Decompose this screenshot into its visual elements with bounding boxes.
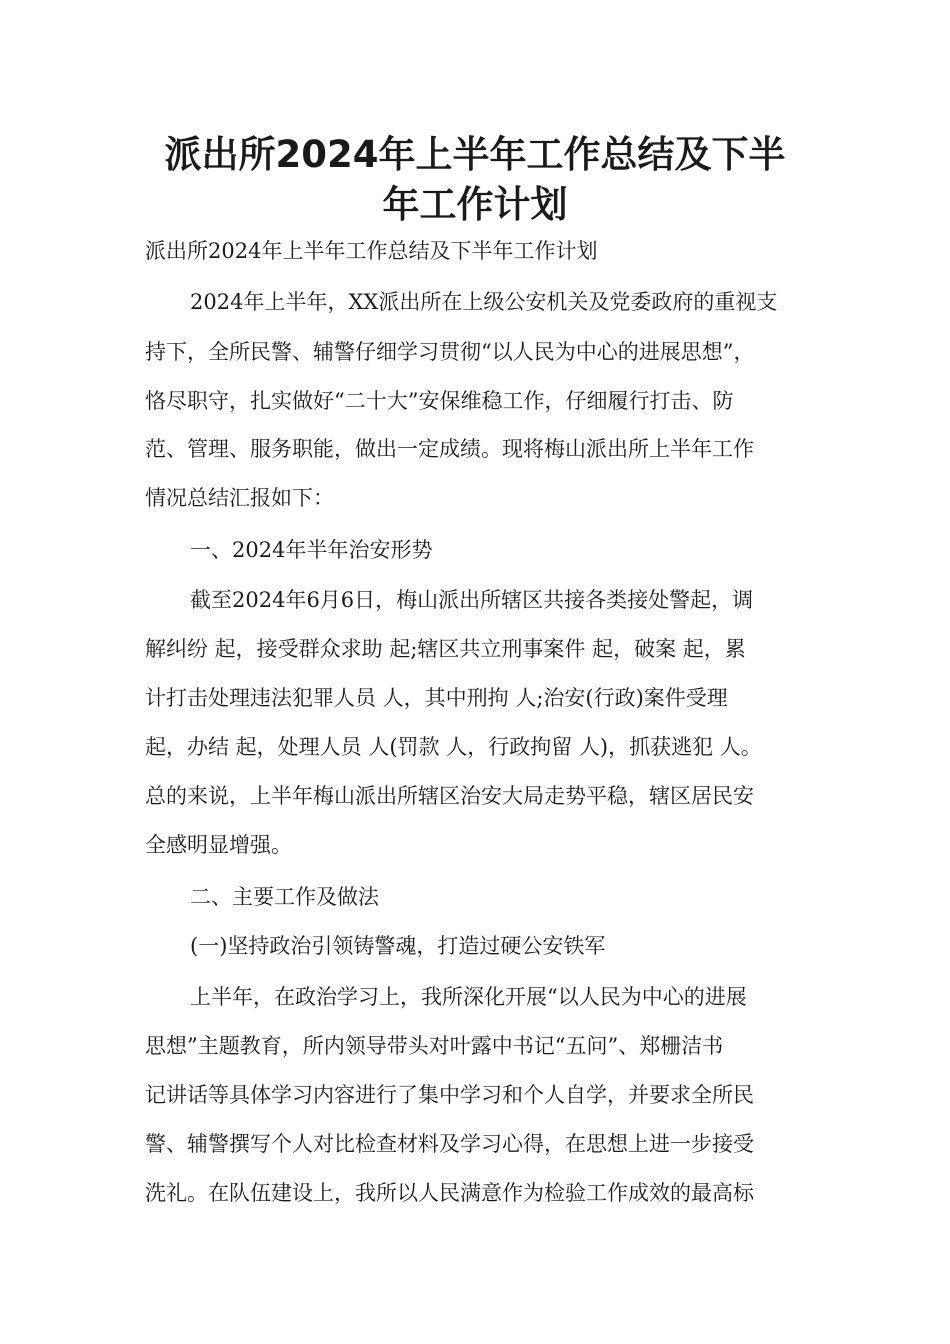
paragraph-line: 全感明显增强。 xyxy=(145,833,292,857)
document-subtitle: 派出所2024年上半年工作总结及下半年工作计划 xyxy=(145,239,598,263)
section-heading: 二、主要工作及做法 xyxy=(190,885,379,909)
section-heading: 一、2024年半年治安形势 xyxy=(190,538,433,562)
paragraph-line: 总的来说，上半年梅山派出所辖区治安大局走势平稳，辖区居民安 xyxy=(145,784,754,808)
document-title-line-2: 年工作计划 xyxy=(382,183,568,226)
paragraph-line: 警、辅警撰写个人对比检查材料及学习心得，在思想上进一步接受 xyxy=(145,1132,754,1156)
paragraph-line: 范、管理、服务职能，做出一定成绩。现将梅山派出所上半年工作 xyxy=(145,437,754,461)
paragraph-line: 起，办结 起，处理人员 人(罚款 人，行政拘留 人)，抓获逃犯 人。 xyxy=(145,735,762,759)
subsection-heading: (一)坚持政治引领铸警魂，打造过硬公安铁军 xyxy=(190,934,606,958)
paragraph-line: 解纠纷 起，接受群众求助 起;辖区共立刑事案件 起，破案 起，累 xyxy=(145,637,746,661)
paragraph-line: 情况总结汇报如下： xyxy=(145,486,334,510)
paragraph-line: 思想”主题教育，所内领导带头对叶露中书记“五问”、郑栅洁书 xyxy=(145,1034,724,1058)
paragraph-line: 截至2024年6月6日，梅山派出所辖区共接各类接处警起，调 xyxy=(190,588,754,612)
paragraph-line: 上半年，在政治学习上，我所深化开展“以人民为中心的进展 xyxy=(190,985,747,1009)
paragraph-line: 恪尽职守，扎实做好“二十大”安保维稳工作，仔细履行打击、防 xyxy=(145,389,734,413)
paragraph-line: 洗礼。在队伍建设上，我所以人民满意作为检验工作成效的最高标 xyxy=(145,1181,754,1205)
paragraph-line: 2024年上半年，XX派出所在上级公安机关及党委政府的重视支 xyxy=(190,290,778,314)
paragraph-line: 记讲话等具体学习内容进行了集中学习和个人自学，并要求全所民 xyxy=(145,1083,754,1107)
paragraph-line: 计打击处理违法犯罪人员 人，其中刑拘 人;治安(行政)案件受理 xyxy=(145,686,728,710)
document-title-line-1: 派出所2024年上半年工作总结及下半 xyxy=(164,133,786,176)
paragraph-line: 持下，全所民警、辅警仔细学习贯彻“以人民为中心的进展思想”， xyxy=(145,340,755,364)
